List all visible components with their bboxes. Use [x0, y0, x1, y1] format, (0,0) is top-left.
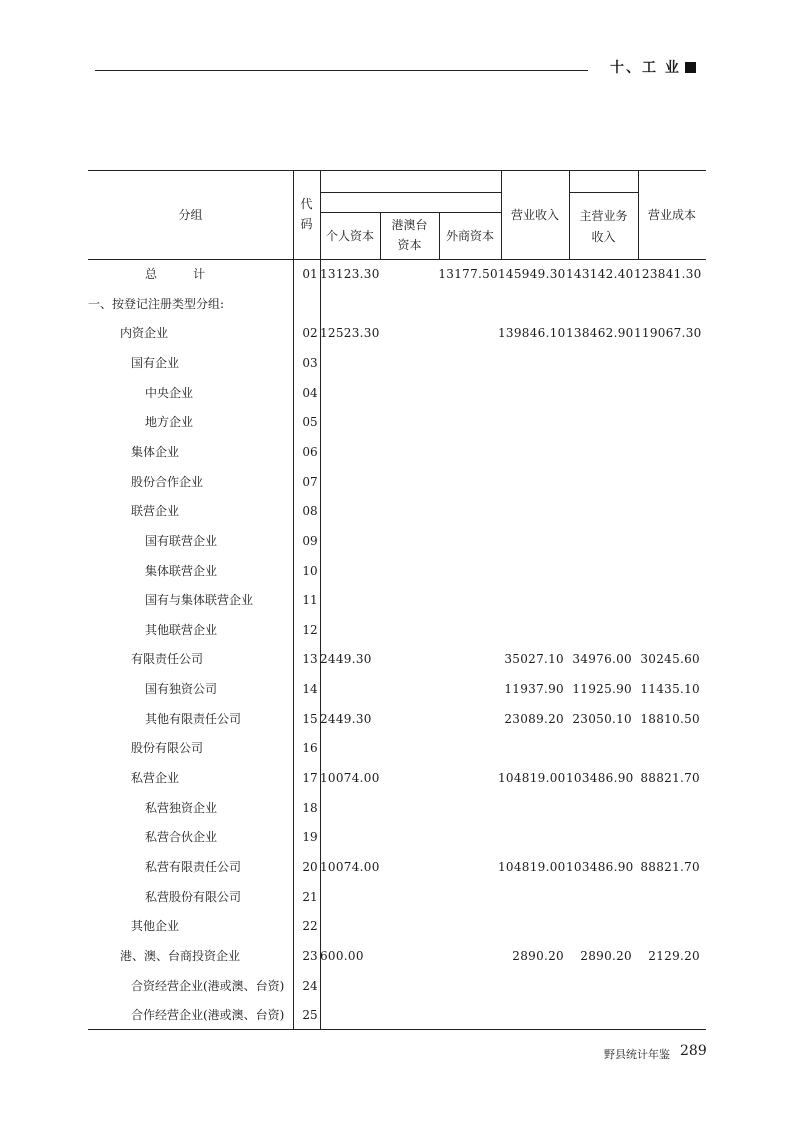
row-label: 私营合伙企业 — [145, 830, 218, 845]
row-value-v6: 119067.30 — [634, 326, 702, 341]
table-top-rule — [88, 170, 706, 171]
row-label: 其他联营企业 — [145, 622, 218, 637]
row-value-v6: 18810.50 — [640, 711, 700, 726]
header-rule — [95, 70, 588, 71]
table-row — [88, 651, 706, 680]
row-value-v1: 2449.30 — [320, 652, 372, 667]
row-code: 23 — [302, 948, 318, 963]
row-value-v1: 2449.30 — [320, 711, 372, 726]
section-title — [610, 57, 696, 77]
table-row — [88, 503, 706, 532]
table-bottom-rule — [88, 1029, 706, 1030]
table-row — [88, 444, 706, 473]
row-code: 24 — [302, 978, 318, 993]
row-value-v4: 35027.10 — [504, 652, 564, 667]
header-personal-capital: 个人资本 — [325, 229, 374, 243]
row-label: 私营独资企业 — [145, 800, 218, 815]
header-operating-cost: 营业成本 — [647, 208, 696, 222]
header-operating-revenue: 营业收入 — [510, 208, 559, 222]
row-label: 集体企业 — [131, 444, 180, 459]
row-label: 私营有限责任公司 — [145, 860, 242, 874]
table-row — [88, 414, 706, 443]
row-value-v5: 138462.90 — [566, 326, 634, 341]
table-row — [88, 829, 706, 858]
row-value-v4: 11937.90 — [504, 682, 564, 697]
row-value-v1: 13123.30 — [320, 267, 380, 281]
table-row — [88, 296, 706, 325]
row-label: 有限责任公司 — [131, 652, 204, 667]
row-code: 18 — [302, 800, 318, 815]
row-value-v5: 11925.90 — [572, 682, 632, 697]
row-code: 09 — [302, 533, 318, 548]
table-row — [88, 681, 706, 710]
row-value-v1: 10074.00 — [320, 771, 380, 786]
table-row — [88, 770, 706, 799]
row-label: 总 计 — [145, 267, 206, 281]
table-row — [88, 711, 706, 740]
row-value-v6: 88821.70 — [640, 860, 700, 874]
header-code-line1: 代 — [300, 197, 313, 211]
header-hmt-capital-line1: 港澳台 — [391, 218, 428, 232]
page-number: 289 — [680, 1043, 707, 1059]
header-main-revenue-line2: 收入 — [591, 230, 616, 244]
row-code: 06 — [302, 444, 318, 459]
row-value-v4: 139846.10 — [498, 326, 566, 341]
row-code: 04 — [302, 385, 318, 400]
table-row — [88, 1007, 706, 1036]
row-label: 港、澳、台商投资企业 — [120, 948, 241, 963]
row-value-v4: 23089.20 — [504, 711, 564, 726]
header-subrule-left — [320, 192, 501, 193]
row-value-v3: 13177.50 — [438, 267, 498, 281]
row-label: 地方企业 — [145, 415, 194, 430]
row-label: 其他有限责任公司 — [145, 711, 242, 726]
row-code: 01 — [302, 267, 318, 281]
table-row — [88, 533, 706, 562]
row-code: 17 — [302, 771, 318, 786]
row-code: 16 — [302, 741, 318, 756]
header-code-line2: 码 — [300, 217, 313, 231]
row-label: 股份合作企业 — [131, 474, 204, 489]
header-main-revenue-line1: 主营业务 — [579, 209, 628, 223]
square-bullet-icon — [685, 62, 696, 73]
row-value-v1: 600.00 — [320, 948, 364, 963]
row-value-v5: 34976.00 — [572, 652, 632, 667]
row-value-v6: 30245.60 — [640, 652, 700, 667]
row-value-v4: 145949.30 — [498, 267, 566, 281]
row-label: 私营股份有限公司 — [145, 889, 242, 904]
row-value-v5: 103486.90 — [566, 860, 634, 874]
row-value-v1: 10074.00 — [320, 860, 380, 874]
row-value-v6: 2129.20 — [648, 948, 700, 963]
row-label: 股份有限公司 — [131, 741, 204, 756]
row-label: 内资企业 — [120, 326, 169, 341]
table-row — [88, 325, 706, 354]
row-code: 21 — [302, 889, 318, 904]
row-label: 国有独资公司 — [145, 682, 218, 697]
table-row — [88, 859, 706, 888]
row-value-v5: 103486.90 — [566, 771, 634, 786]
row-value-v6: 123841.30 — [634, 267, 702, 281]
row-value-v4: 104819.00 — [498, 771, 566, 786]
row-label: 集体联营企业 — [145, 563, 218, 578]
row-code: 14 — [302, 682, 318, 697]
row-code: 11 — [302, 593, 318, 608]
header-group: 分组 — [178, 208, 203, 222]
row-code: 25 — [302, 1008, 318, 1023]
footer-title: 野县统计年鉴 — [604, 1048, 670, 1061]
row-code: 13 — [302, 652, 318, 667]
row-label: 中央企业 — [145, 385, 194, 400]
row-code: 20 — [302, 860, 318, 874]
row-code: 19 — [302, 830, 318, 845]
table-row — [88, 918, 706, 947]
row-label: 国有与集体联营企业 — [145, 593, 254, 608]
table-header-bottom-rule — [88, 259, 706, 260]
table-row — [88, 800, 706, 829]
table-row — [88, 266, 706, 295]
row-code: 12 — [302, 622, 318, 637]
table-row — [88, 948, 706, 977]
row-label: 其他企业 — [131, 919, 180, 934]
table-row — [88, 563, 706, 592]
table-row — [88, 889, 706, 918]
row-code: 08 — [302, 504, 318, 519]
table-row — [88, 740, 706, 769]
header-hmt-capital-line2: 资本 — [397, 238, 422, 252]
row-code: 10 — [302, 563, 318, 578]
row-code: 22 — [302, 919, 318, 934]
row-value-v1: 12523.30 — [320, 326, 380, 341]
row-value-v6: 88821.70 — [640, 771, 700, 786]
header-foreign-capital: 外商资本 — [445, 229, 494, 243]
row-value-v4: 104819.00 — [498, 860, 566, 874]
row-code: 07 — [302, 474, 318, 489]
row-code: 03 — [302, 355, 318, 370]
row-label: 联营企业 — [131, 504, 180, 519]
row-label: 国有企业 — [131, 355, 180, 370]
row-value-v5: 23050.10 — [572, 711, 632, 726]
section-title-text: 十、工 业 — [610, 60, 681, 76]
row-value-v6: 11435.10 — [640, 682, 700, 697]
table-row — [88, 622, 706, 651]
table-row — [88, 592, 706, 621]
header-subrule-left-2 — [320, 212, 501, 213]
row-code: 02 — [302, 326, 318, 341]
table-row — [88, 355, 706, 384]
table-row — [88, 978, 706, 1007]
row-value-v5: 143142.40 — [566, 267, 634, 281]
row-label: 一、按登记注册类型分组: — [88, 296, 225, 311]
header-subrule-right — [569, 192, 638, 193]
table-row — [88, 474, 706, 503]
row-label: 合资经营企业(港或澳、台资) — [131, 978, 285, 993]
row-code: 15 — [302, 711, 318, 726]
row-value-v4: 2890.20 — [512, 948, 564, 963]
row-label: 合作经营企业(港或澳、台资) — [131, 1008, 285, 1023]
row-label: 私营企业 — [131, 771, 180, 786]
row-code: 05 — [302, 415, 318, 430]
row-value-v5: 2890.20 — [580, 948, 632, 963]
row-label: 国有联营企业 — [145, 533, 218, 548]
table-row — [88, 385, 706, 414]
